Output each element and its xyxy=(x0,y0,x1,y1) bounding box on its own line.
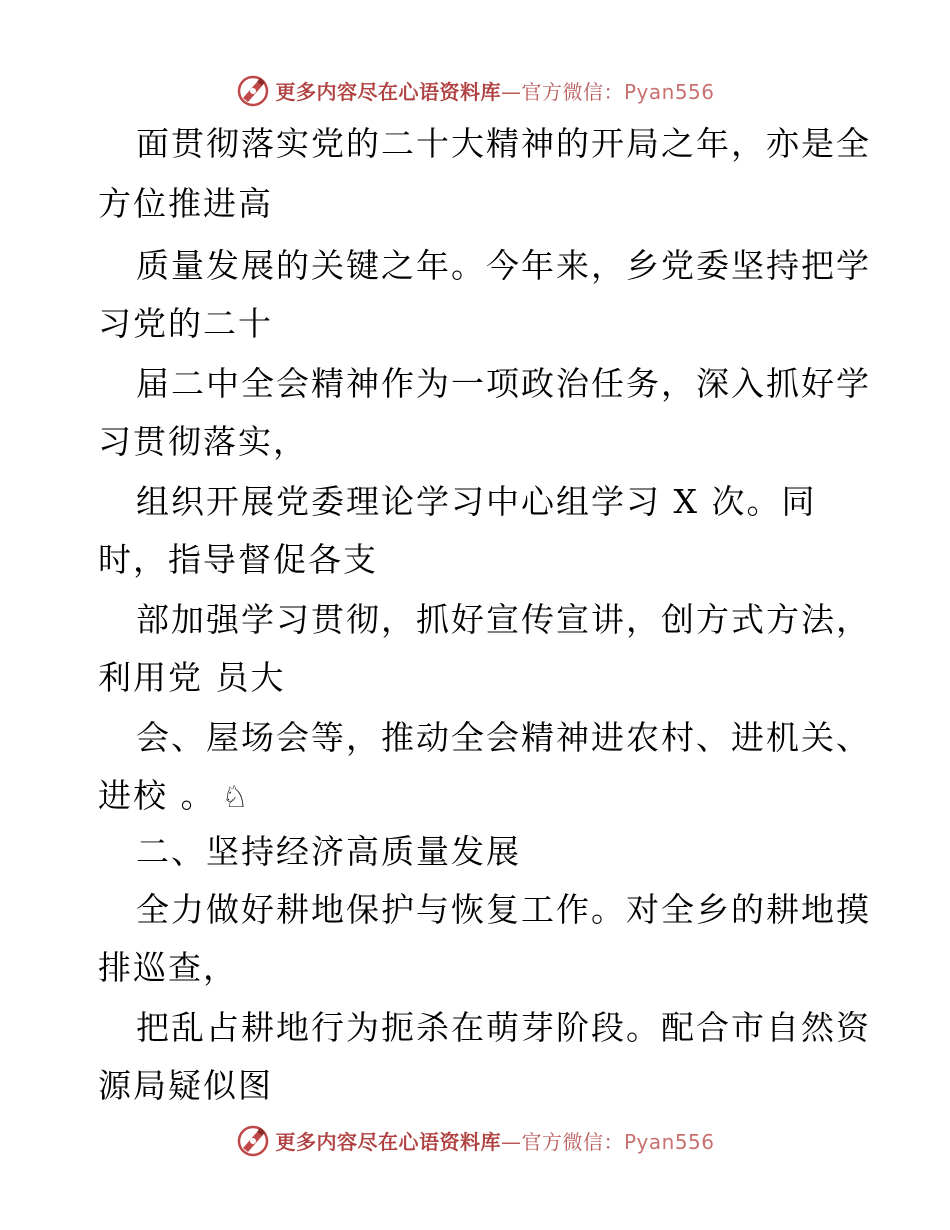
watermark-label: 官方微信： xyxy=(521,79,624,104)
text-line: 组织开展党委理论学习中心组学习 X 次。同 xyxy=(136,482,817,521)
text-line: 会、屋场会等，推动全会精神进农村、进机关、 xyxy=(136,718,871,757)
text-line: 届二中全会精神作为一项政治任务，深入抓好学 xyxy=(136,364,871,403)
watermark-separator: — xyxy=(500,1129,522,1154)
text-line: 时，指导督促各支 xyxy=(98,540,378,579)
watermark-separator: — xyxy=(500,79,522,104)
text-line: 进校 。 xyxy=(98,776,216,815)
pen-logo-icon xyxy=(235,72,271,108)
watermark-id: Pyan556 xyxy=(623,79,715,104)
text-line: 全力做好耕地保护与恢复工作。对全乡的耕地摸 xyxy=(136,890,871,929)
text-line: 面贯彻落实党的二十大精神的开局之年，亦是全 xyxy=(136,124,871,163)
watermark-header xyxy=(0,70,950,110)
text-line: 部加强学习贯彻，抓好宣传宣讲，创方式方法， xyxy=(136,600,871,639)
text-line: 习贯彻落实， xyxy=(98,422,308,461)
text-line: 源局疑似图 xyxy=(98,1066,273,1105)
text-line: 把乱占耕地行为扼杀在萌芽阶段。配合市自然资 xyxy=(136,1008,871,1047)
watermark-id: Pyan556 xyxy=(623,1129,715,1154)
pen-logo-icon xyxy=(235,1122,271,1158)
watermark-brand: 更多内容尽在心语资料库 xyxy=(275,1129,501,1154)
watermark-brand: 更多内容尽在心语资料库 xyxy=(275,79,501,104)
text-line: 质量发展的关键之年。今年来，乡党委坚持把学 xyxy=(136,246,871,285)
text-line-with-symbol xyxy=(98,774,250,818)
chess-knight-icon: ♘ xyxy=(221,780,251,815)
text-line: 排巡查， xyxy=(98,948,238,987)
text-line: 习党的二十 xyxy=(98,304,273,343)
text-line: 利用党 员大 xyxy=(98,658,286,697)
section-heading: 二、坚持经济高质量发展 xyxy=(136,832,521,871)
watermark-footer xyxy=(0,1120,950,1160)
text-line: 方位推进高 xyxy=(98,184,273,223)
watermark-label: 官方微信： xyxy=(521,1129,624,1154)
